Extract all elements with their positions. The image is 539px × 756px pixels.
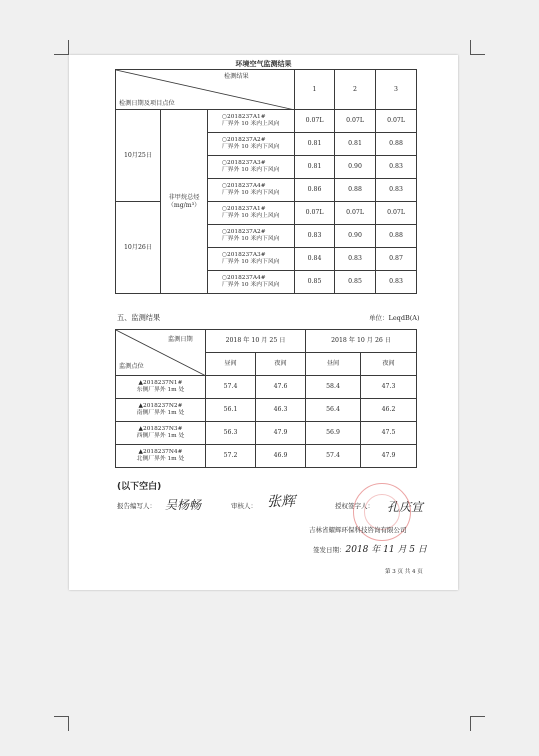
prepared-by-signature: 吴杨畅 xyxy=(165,498,202,512)
value-cell: 0.83 xyxy=(335,248,376,271)
date-header: 2018 年 10 月 26 日 xyxy=(306,330,417,353)
value-cell: 0.86 xyxy=(295,179,335,202)
point-cell: ▲2018237N1# 东侧厂界外 1m 处 xyxy=(116,376,206,399)
authorized-signer-label: 授权签字人： xyxy=(335,502,374,510)
value-cell: 0.83 xyxy=(295,225,335,248)
point-cell: ○2018237A3# 厂界外 10 米内下风向 xyxy=(208,156,295,179)
point-cell: ▲2018237N3# 西侧厂界外 1m 处 xyxy=(116,422,206,445)
crop-mark-top-right xyxy=(470,40,485,55)
value-cell: 57.4 xyxy=(206,376,256,399)
value-cell: 0.81 xyxy=(335,133,376,156)
value-cell: 0.84 xyxy=(295,248,335,271)
point-cell: ○2018237A1# 厂界外 10 米内上风向 xyxy=(208,202,295,225)
point-cell: ○2018237A2# 厂界外 10 米内下风向 xyxy=(208,133,295,156)
value-cell: 47.5 xyxy=(361,422,417,445)
value-cell: 47.9 xyxy=(256,422,306,445)
point-cell: ○2018237A4# 厂界外 10 米内下风向 xyxy=(208,179,295,202)
crop-mark-bottom-left xyxy=(54,716,69,731)
issue-date-value: 2018 年 11 月 5 日 xyxy=(345,545,427,555)
value-cell: 56.9 xyxy=(306,422,361,445)
crop-mark-top-left xyxy=(54,40,69,55)
table-header-corner xyxy=(116,330,206,376)
prepared-by-label: 报告编写人： xyxy=(117,502,156,510)
header-result-label: 检测结果 xyxy=(224,73,249,80)
value-cell: 0.07L xyxy=(335,202,376,225)
header-date-label: 监测日期 xyxy=(168,336,193,343)
reviewer-label: 审核人： xyxy=(231,502,257,510)
value-cell: 56.1 xyxy=(206,399,256,422)
no-blank-note: (以下空白) xyxy=(117,482,162,492)
authorized-signature: 孔庆宜 xyxy=(387,500,424,514)
value-cell: 0.88 xyxy=(376,133,417,156)
value-cell: 0.83 xyxy=(376,179,417,202)
point-cell: ▲2018237N2# 南侧厂界外 1m 处 xyxy=(116,399,206,422)
value-cell: 0.07L xyxy=(376,202,417,225)
reviewer-signature: 张辉 xyxy=(267,494,295,510)
item-unit: （mg/m³） xyxy=(167,201,201,209)
period-header: 夜间 xyxy=(361,353,417,376)
value-cell: 0.88 xyxy=(376,225,417,248)
value-cell: 0.81 xyxy=(295,156,335,179)
period-header: 昼间 xyxy=(306,353,361,376)
col-header-2: 2 xyxy=(335,70,376,110)
value-cell: 57.4 xyxy=(306,445,361,468)
col-header-1: 1 xyxy=(295,70,335,110)
point-cell: ▲2018237N4# 北侧厂界外 1m 处 xyxy=(116,445,206,468)
period-header: 夜间 xyxy=(256,353,306,376)
point-cell: ○2018237A3# 厂界外 10 米内下风向 xyxy=(208,248,295,271)
value-cell: 0.07L xyxy=(376,110,417,133)
air-table-title: 环境空气监测结果 xyxy=(235,60,292,68)
page-number: 第 3 页 共 4 页 xyxy=(385,569,423,575)
header-point-label: 监测点位 xyxy=(119,363,144,370)
period-header: 昼间 xyxy=(206,353,256,376)
date-cell: 10月25日 xyxy=(116,110,161,202)
value-cell: 0.85 xyxy=(335,271,376,294)
crop-mark-bottom-right xyxy=(470,716,485,731)
value-cell: 46.9 xyxy=(256,445,306,468)
value-cell: 0.90 xyxy=(335,225,376,248)
point-cell: ○2018237A1# 厂界外 10 米内上风向 xyxy=(208,110,295,133)
col-header-3: 3 xyxy=(376,70,417,110)
value-cell: 0.07L xyxy=(295,202,335,225)
value-cell: 0.83 xyxy=(376,156,417,179)
value-cell: 47.9 xyxy=(361,445,417,468)
point-cell: ○2018237A2# 厂界外 10 米内下风向 xyxy=(208,225,295,248)
air-monitoring-table xyxy=(115,69,417,294)
item-name: 非甲烷总烃 xyxy=(168,193,200,201)
value-cell: 0.07L xyxy=(335,110,376,133)
date-cell: 10月26日 xyxy=(116,202,161,294)
company-name: 吉林省耀辉环保科技咨询有限公司 xyxy=(309,526,407,534)
value-cell: 56.4 xyxy=(306,399,361,422)
value-cell: 58.4 xyxy=(306,376,361,399)
item-cell xyxy=(161,110,208,294)
noise-monitoring-table xyxy=(115,329,417,468)
issue-date xyxy=(313,542,427,555)
value-cell: 0.07L xyxy=(295,110,335,133)
point-cell: ○2018237A4# 厂界外 10 米内下风向 xyxy=(208,271,295,294)
table-header-corner xyxy=(116,70,295,110)
value-cell: 0.85 xyxy=(295,271,335,294)
value-cell: 46.2 xyxy=(361,399,417,422)
value-cell: 47.6 xyxy=(256,376,306,399)
value-cell: 0.90 xyxy=(335,156,376,179)
value-cell: 0.88 xyxy=(335,179,376,202)
value-cell: 0.87 xyxy=(376,248,417,271)
value-cell: 0.83 xyxy=(376,271,417,294)
date-header: 2018 年 10 月 25 日 xyxy=(206,330,306,353)
document-page xyxy=(69,55,458,590)
value-cell: 56.3 xyxy=(206,422,256,445)
issue-date-label: 签发日期： xyxy=(313,546,346,554)
value-cell: 0.81 xyxy=(295,133,335,156)
header-date-point-label: 检测日期及项目点位 xyxy=(119,100,175,107)
section-title: 五、监测结果 xyxy=(117,313,161,322)
value-cell: 47.3 xyxy=(361,376,417,399)
value-cell: 57.2 xyxy=(206,445,256,468)
value-cell: 46.3 xyxy=(256,399,306,422)
unit-label: 单位：LeqdB(A) xyxy=(369,314,420,322)
